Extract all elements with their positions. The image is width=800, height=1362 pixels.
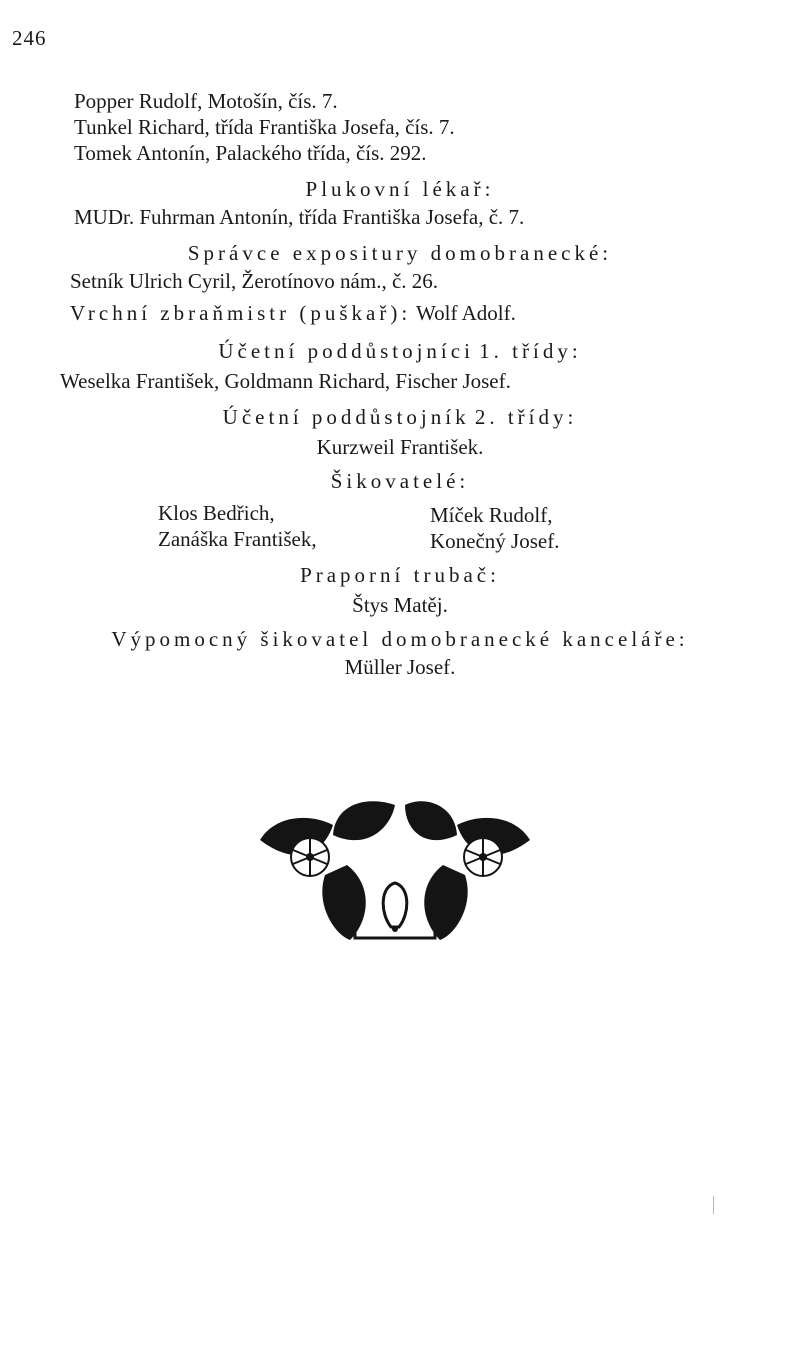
heading-sikovatele: Šikovatelé: (330, 469, 470, 493)
name-wolf: Wolf Adolf. (416, 301, 516, 325)
name-kurzweil: Kurzweil František. (316, 435, 484, 459)
page-number: 246 (12, 26, 47, 50)
heading-spravce: Správce expositury domobranecké: (187, 241, 613, 265)
heading-ucetni-1-text: Účetní poddůstojníci (218, 339, 474, 363)
label-zbranmistr: Vrchní zbraňmistr (puškař): (70, 301, 412, 325)
floral-vignette-icon (255, 795, 535, 945)
entry-tomek: Tomek Antonín, Palackého třída, čís. 292. (74, 141, 427, 165)
heading-ucetni-2-text: Účetní poddůstojník (222, 405, 470, 429)
name-ulrich: Setník Ulrich Cyril, Žerotínovo nám., č. 26. (70, 269, 439, 293)
heading-ucetni-2 (0, 404, 800, 430)
heading-plukovni-lekar: Plukovní lékař: (305, 177, 495, 201)
heading-ucetni-2-suffix: 2. třídy: (474, 405, 578, 429)
leaf-left-top (333, 801, 395, 840)
heading-trubac: Praporní trubač: (300, 563, 500, 587)
edge-mark (713, 1196, 716, 1214)
sikovatel-left-2: Zanáška František, (158, 527, 317, 551)
name-stys: Štys Matěj. (352, 593, 448, 617)
leaf-left-bottom (322, 865, 365, 940)
leaf-right-top (405, 801, 457, 840)
heading-ucetni-1-suffix: 1. třídy: (479, 339, 582, 363)
entry-tunkel: Tunkel Richard, třída Františka Josefa, čís. 7. (74, 115, 455, 139)
sikovatel-left-1: Klos Bedřich, (158, 501, 275, 525)
name-muller: Müller Josef. (344, 655, 456, 679)
flower-left (291, 838, 329, 876)
name-fuhrman: MUDr. Fuhrman Antonín, třída Františka Josefa, č. 7. (74, 205, 525, 229)
line-zbranmistr (70, 300, 516, 326)
entry-popper: Popper Rudolf, Motošín, čís. 7. (74, 89, 338, 113)
flower-right (464, 838, 502, 876)
sikovatel-right-2: Konečný Josef. (430, 529, 560, 553)
names-ucetni-1: Weselka František, Goldmann Richard, Fischer Josef. (60, 369, 511, 393)
sikovatel-right-1: Míček Rudolf, (430, 503, 553, 527)
heading-ucetni-1 (0, 338, 800, 364)
heading-vypomocny: Výpomocný šikovatel domobranecké kanceláře: (111, 627, 689, 651)
leaf-right-bottom (424, 865, 467, 940)
